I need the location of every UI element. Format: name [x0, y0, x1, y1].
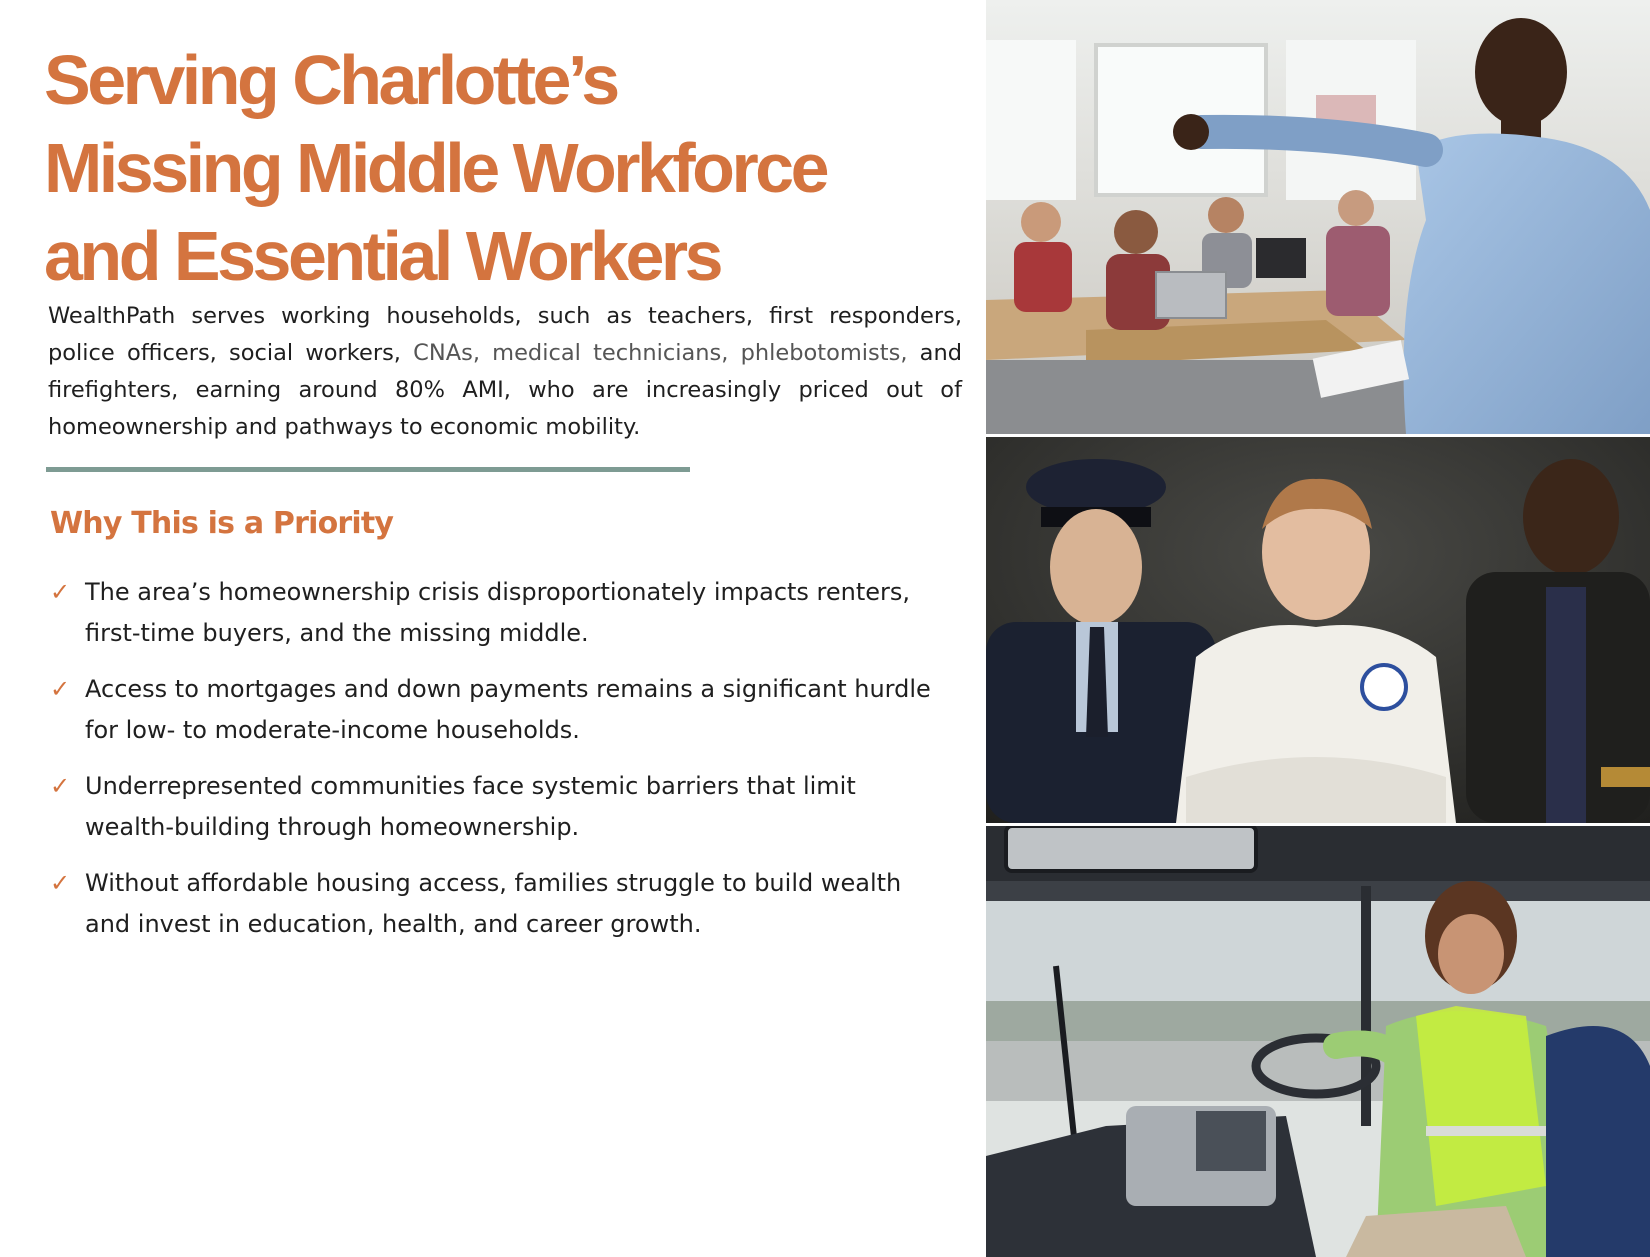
- list-item-text: Without affordable housing access, families struggle to build wealth and invest in education, health, and career growth.: [85, 869, 902, 938]
- teacher-classroom-photo: [986, 0, 1650, 434]
- intro-text-1: WealthPath serves working households, such as teachers, first responders, police officers, social workers,: [48, 303, 962, 366]
- list-item-text: Access to mortgages and down payments remains a significant hurdle for low- to moderate-income households.: [85, 675, 931, 744]
- list-item: [50, 669, 940, 751]
- first-responders-photo: [986, 437, 1650, 823]
- photo-column: [986, 0, 1650, 1257]
- intro-highlight: CNAs, medical technicians, phlebotomists,: [413, 340, 908, 366]
- list-item: [50, 863, 940, 945]
- priority-heading: Why This is a Priority: [50, 506, 394, 541]
- list-item: [50, 766, 940, 848]
- title-line-3: and Essential Workers: [44, 217, 721, 295]
- page-title: [44, 36, 944, 300]
- section-divider: [46, 467, 690, 472]
- list-item: [50, 572, 940, 654]
- checkmark-icon: ✓: [50, 869, 71, 897]
- intro-text-2: and firefighters, earning around 80% AMI, who are increasingly priced out of homeownership and pathways to economic mobility.: [48, 340, 963, 440]
- bus-driver-photo: [986, 826, 1650, 1257]
- checkmark-icon: ✓: [50, 578, 71, 606]
- title-line-1: Serving Charlotte’s: [44, 41, 617, 119]
- list-item-text: The area’s homeownership crisis disproportionately impacts renters, first-time buyers, and the missing middle.: [85, 578, 911, 647]
- list-item-text: Underrepresented communities face systemic barriers that limit wealth-building through homeownership.: [85, 772, 856, 841]
- intro-paragraph: [48, 298, 962, 446]
- title-line-2: Missing Middle Workforce: [44, 129, 827, 207]
- priority-list: [50, 572, 940, 960]
- checkmark-icon: ✓: [50, 772, 71, 800]
- checkmark-icon: ✓: [50, 675, 71, 703]
